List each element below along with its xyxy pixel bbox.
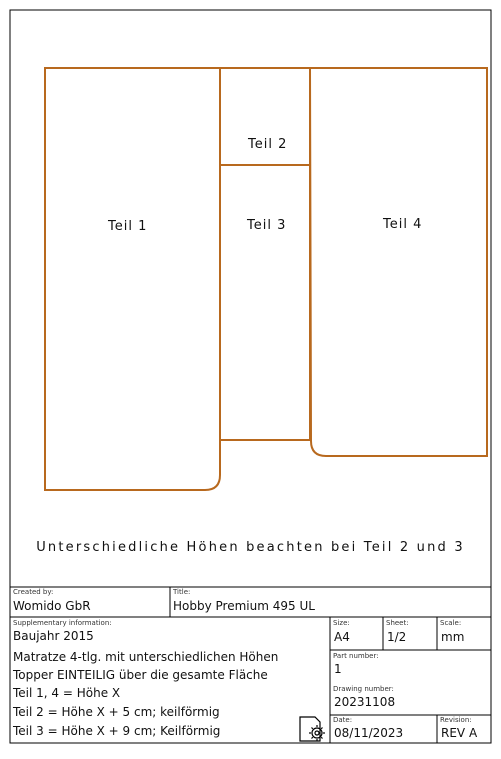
part-label-teil-4: Teil 4 (383, 217, 423, 232)
sheet-value: 1/2 (387, 630, 407, 644)
supplementary-line: Baujahr 2015 (13, 629, 94, 643)
supplementary-line: Matratze 4-tlg. mit unterschiedlichen Höhen (13, 650, 279, 664)
size-value: A4 (334, 630, 350, 644)
drawing-number-value: 20231108 (334, 695, 396, 709)
supplementary-line: Teil 2 = Höhe X + 5 cm; keilförmig (13, 705, 220, 719)
mattress-layout (45, 68, 487, 490)
part-number-value: 1 (334, 662, 342, 676)
scale-caption: Scale: (440, 619, 462, 627)
title-value: Hobby Premium 495 UL (173, 599, 315, 613)
title-caption: Title: (173, 588, 191, 596)
part-number-caption: Part number: (333, 652, 379, 660)
supplementary-line: Topper EINTEILIG über die gesamte Fläche (13, 668, 268, 682)
sheet-caption: Sheet: (386, 619, 409, 627)
part-label-teil-2: Teil 2 (248, 137, 288, 152)
created-by-value: Womido GbR (13, 599, 91, 613)
supplementary-caption: Supplementary information: (13, 619, 112, 627)
created-by-caption: Created by: (13, 588, 54, 596)
drawing-number-caption: Drawing number: (333, 685, 394, 693)
part-outline-teil-3 (220, 165, 310, 440)
gear-document-icon (300, 717, 325, 741)
scale-value: mm (441, 630, 465, 644)
size-caption: Size: (333, 619, 350, 627)
revision-value: REV A (441, 726, 478, 740)
supplementary-line: Teil 3 = Höhe X + 9 cm; Keilförmig (13, 724, 221, 738)
part-outline-teil-1 (45, 68, 220, 490)
supplementary-line: Teil 1, 4 = Höhe X (13, 686, 121, 700)
part-label-teil-1: Teil 1 (108, 219, 148, 234)
revision-caption: Revision: (440, 716, 472, 724)
height-note: Unterschiedliche Höhen beachten bei Teil 2 und 3 (36, 540, 465, 555)
part-outline-teil-4 (310, 68, 487, 456)
date-caption: Date: (333, 716, 353, 724)
part-label-teil-3: Teil 3 (247, 218, 287, 233)
date-value: 08/11/2023 (334, 726, 404, 740)
